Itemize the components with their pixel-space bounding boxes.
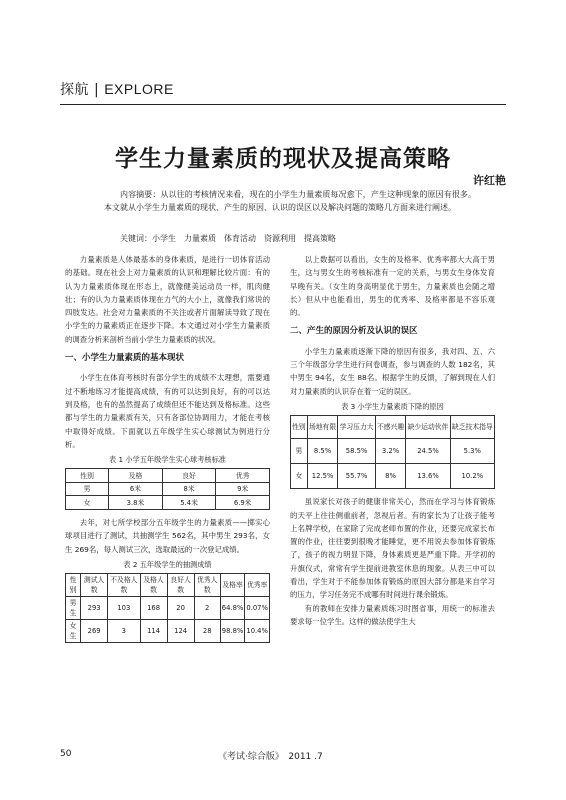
table-cell: 28 (194, 620, 220, 643)
header-separator: | (94, 82, 100, 98)
table-cell: 8米 (162, 482, 216, 496)
table-cell: 女 (291, 464, 308, 489)
table-cell: 103 (108, 597, 140, 620)
section-heading-2: 二、产生的原因分析及认识的误区 (290, 326, 418, 337)
table-header-cell: 不感兴趣 (375, 416, 406, 439)
table-cell: 5.4米 (162, 496, 216, 510)
page-number: 50 (60, 749, 72, 759)
table-2-caption: 表 2 五年级学生的抽测成绩 (123, 559, 212, 569)
table-header-cell: 良好人数 (167, 574, 194, 597)
table-cell: 男 (291, 439, 308, 464)
table-header-cell: 不及格人数 (108, 574, 140, 597)
table-1-standards (65, 468, 270, 510)
table-cell: 269 (81, 620, 108, 643)
table-row (66, 482, 270, 496)
keywords: 关键词：小学生 力量素质 体育活动 资源利用 提高策略 (120, 234, 336, 243)
table-cell: 24.5% (406, 439, 450, 464)
table-header-cell: 性别 (66, 574, 81, 597)
table-cell: 9米 (216, 482, 270, 496)
table-header-cell: 缺少运动伙伴 (406, 416, 450, 439)
table-cell: 2 (194, 597, 220, 620)
table-cell: 114 (140, 620, 167, 643)
paragraph-parents: 虽说家长对孩子的健康非常关心，然而在学习与体育锻炼的天平上往往侧重前者，忽视后者。有的家长为了让孩子能考上名牌学校，在家除了完成老师布置的作业，还要完成家长布置的作业，往往要到很晚才能睡觉，更不用说去参加体育锻炼了，孩子的视力明显下降，身体素质更是严重下降。开学初的升旗仪式，常常有学生提前进教室休息的现象。从表三中可以看出，学生对于不能参加体育锻炼的原因大部分都是来自学习的压力，学习任务完不成哪有时间进行课余锻炼。 (290, 497, 495, 600)
table-cell: 3.2% (375, 439, 406, 464)
table-cell: 男生 (66, 597, 81, 620)
table-row (66, 620, 270, 643)
table-2-results (65, 573, 270, 643)
section-name-cn: 探航 (60, 82, 89, 98)
author-name: 许红艳 (473, 174, 506, 187)
magazine-issue: 《考试·综合版》 2011 .7 (218, 752, 323, 762)
paragraph-survey: 小学生力量素质逐渐下降的原因有很多，我对四、五、六三个年级部分学生进行问卷调查，参与调查的人数 182名，其中男生 94名，女生 88名。根据学生的反馈，了解到现在人们对力量素质的认识存在着一定的误区。 (290, 346, 495, 396)
table-header-row (291, 416, 495, 439)
table-header-cell: 优秀人数 (194, 574, 220, 597)
table-row (66, 597, 270, 620)
right-column (290, 253, 495, 628)
table-3-caption: 表 3 小学生力量素质下降的原因 (341, 401, 444, 411)
table-cell: 55.7% (338, 464, 375, 489)
left-column (65, 253, 270, 649)
header-rule (60, 104, 506, 105)
table-cell: 10.4% (245, 620, 270, 643)
table-cell: 12.5% (307, 464, 338, 489)
table-1-caption: 表 1 小学五年级学生实心球考核标准 (109, 455, 226, 465)
table-header-cell: 优秀率 (245, 574, 270, 597)
table-header-cell: 及格率 (220, 574, 245, 597)
table-header-row (66, 574, 270, 597)
table-header-cell: 及格 (109, 469, 163, 483)
table-cell: 64.8% (220, 597, 245, 620)
article-title: 学生力量素质的现状及提高策略 (115, 146, 451, 172)
paragraph-test: 去年，对七所学校部分五年级学生的力量素质——掷实心球项目进行了测试，共抽测学生 562名，其中男生 293名，女生 269名，每人测试三次，选取最远的一次登记成绩。 (65, 517, 270, 554)
table-header-cell: 性别 (291, 416, 308, 439)
table-cell: 6米 (109, 482, 163, 496)
table-header-cell: 及格人数 (140, 574, 167, 597)
table-3-reasons (290, 415, 495, 489)
paragraph-analysis: 以上数据可以看出，女生的及格率、优秀率都大大高于男生，这与男女生的考核标准有一定的关系，与男女生身体发育早晚有关。（女生的身高明显优于男生，力量素质也会随之增长）但从中也能看出，男生的优秀率、及格率都是不容乐观的。 (290, 255, 495, 318)
table-cell: 13.6% (406, 464, 450, 489)
table-cell: 男 (66, 482, 109, 496)
table-header-cell: 缺乏技术指导 (450, 416, 494, 439)
table-header-cell: 学习压力大 (338, 416, 375, 439)
section-name-en: EXPLORE (104, 81, 174, 97)
paragraph-teachers: 有的教师在安排力量素质练习时图省事，用统一的标准去要求每一位学生。这样的做法使学生大 (290, 603, 495, 626)
table-cell: 58.5% (338, 439, 375, 464)
table-header-cell: 测试人数 (81, 574, 108, 597)
table-header-cell: 良好 (162, 469, 216, 483)
paragraph-intro: 力量素质是人体最基本的身体素质，是进行一切体育活动的基础。现在社会上对力量素质的认识和理解比较片面：有的认为力量素质体现在形态上，就像健美运动员一样，肌肉健壮；有的认为力量素质体现在力气的大小上，就像我们常说的四肢发达。社会对力量素质的不关注或者片面解读导致了现在小学生的力量素质正在逐步下降。本文通过对小学生力量素质的调查分析来剖析当前小学生力量素质的状况。 (65, 255, 270, 344)
table-cell: 10.2% (450, 464, 494, 489)
table-row (291, 439, 495, 464)
table-cell: 20 (167, 597, 194, 620)
abstract: 内容摘要：从以往的考核情况来看，现在的小学生力量素质每况愈下，产生这种现象的原因有很多。本文就从小学生力量素质的现状、产生的原因、认识的误区以及解决问题的策略几方面来进行阐述。 (104, 190, 476, 212)
table-cell: 女生 (66, 620, 81, 643)
table-cell: 6.9米 (216, 496, 270, 510)
table-cell: 3.8米 (109, 496, 163, 510)
table-header-cell: 场地有限 (307, 416, 338, 439)
table-cell: 8.5% (307, 439, 338, 464)
table-header-row (66, 469, 270, 483)
table-cell: 8% (375, 464, 406, 489)
table-cell: 98.8% (220, 620, 245, 643)
section-heading-1: 一、小学生力量素质的基本现状 (65, 353, 185, 364)
table-cell: 168 (140, 597, 167, 620)
table-cell: 女 (66, 496, 109, 510)
table-row (291, 464, 495, 489)
table-row (66, 496, 270, 510)
table-cell: 3 (108, 620, 140, 643)
table-cell: 0.07% (245, 597, 270, 620)
table-cell: 124 (167, 620, 194, 643)
section-header (60, 79, 174, 99)
table-header-cell: 优秀 (216, 469, 270, 483)
table-header-cell: 性别 (66, 469, 109, 483)
paragraph-status: 小学生在体育考核时有部分学生的成绩不太理想，需要通过不断地练习才能提高成绩，有的可以达到良好，有的可以达到及格，也有的虽然提高了成绩但还不能达到及格标准。这些都与学生的力量素质有关，只有各部位协调用力，才能在考核中取得好成绩。下面就以五年级学生实心球测试为例进行分析。 (65, 373, 270, 449)
table-cell: 293 (81, 597, 108, 620)
table-cell: 5.3% (450, 439, 494, 464)
